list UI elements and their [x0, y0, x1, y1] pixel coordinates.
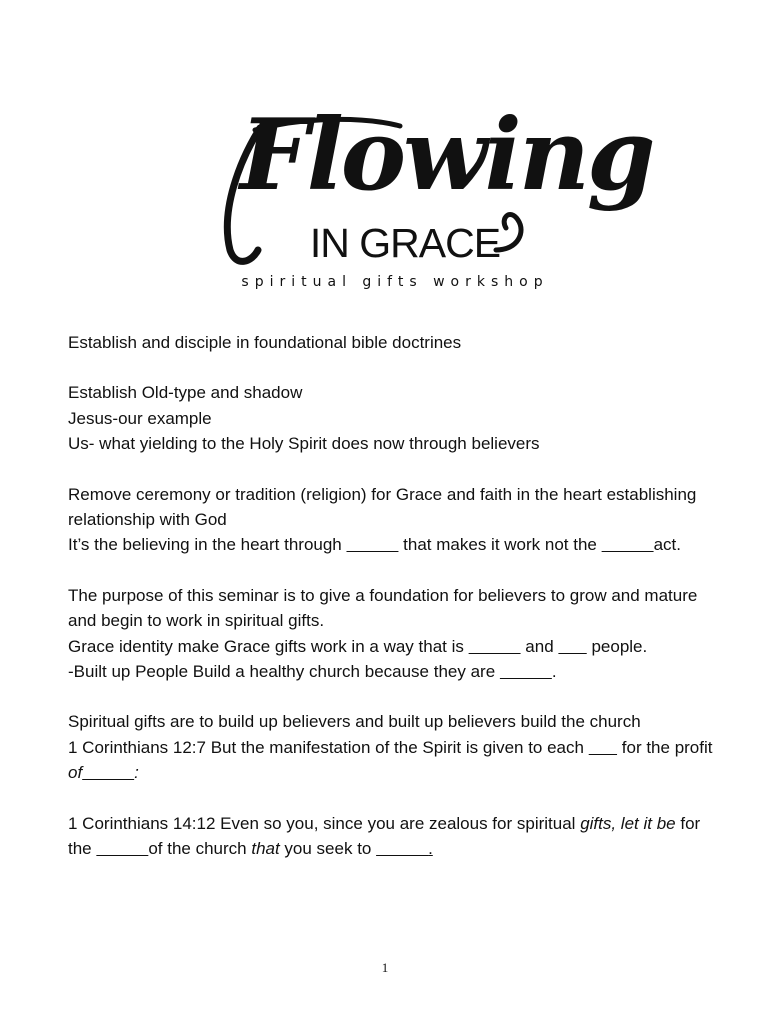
- logo-script-title: Flowing: [240, 98, 653, 213]
- logo-grace-title: IN GRACE: [309, 220, 501, 266]
- fill-in-blank[interactable]: [602, 535, 654, 554]
- workshop-logo: [200, 98, 653, 300]
- paragraph-believing: It’s the believing in the heart through that makes it work not the act.: [68, 535, 681, 555]
- document-body: [68, 330, 718, 862]
- fill-in-blank[interactable]: [346, 535, 398, 554]
- fill-in-blank[interactable]: [589, 738, 617, 757]
- paragraph-corinthians-14: 1 Corinthians 14:12 Even so you, since you are zealous for spiritual gifts, let it be for the of the church that you seek to .: [68, 813, 701, 859]
- paragraph-grace-identity: Grace identity make Grace gifts work in a way that is and people.: [68, 636, 648, 656]
- fill-in-blank[interactable]: [376, 839, 428, 858]
- paragraph-built-up: -Built up People Build a healthy church because they are .: [68, 662, 557, 682]
- fill-in-blank[interactable]: [96, 839, 148, 858]
- paragraph-foundational: Establish and disciple in foundational bible doctrines: [68, 333, 462, 352]
- paragraph-purpose: The purpose of this seminar is to give a foundation for believers to grow and mature and begin to work in spiritual gifts.: [68, 585, 698, 631]
- paragraph-spiritual-gifts: Spiritual gifts are to build up believers and built up believers build the church: [68, 712, 641, 732]
- paragraph-remove-ceremony: Remove ceremony or tradition (religion) for Grace and faith in the heart establishing relationship with God: [68, 484, 697, 530]
- logo-tagline: spiritual gifts workshop: [241, 274, 549, 290]
- fill-in-blank[interactable]: [500, 662, 552, 681]
- page-number: 1: [381, 960, 389, 975]
- paragraph-jesus-example: Jesus-our example: [68, 408, 212, 428]
- fill-in-blank[interactable]: [82, 763, 134, 782]
- paragraph-corinthians-12: 1 Corinthians 12:7 But the manifestation of the Spirit is given to each for the profit of :: [68, 737, 713, 783]
- paragraph-old-type: Establish Old-type and shadow: [68, 383, 303, 403]
- fill-in-blank[interactable]: [469, 637, 521, 656]
- fill-in-blank[interactable]: [558, 637, 586, 656]
- paragraph-us-yielding: Us- what yielding to the Holy Spirit does now through believers: [68, 434, 540, 454]
